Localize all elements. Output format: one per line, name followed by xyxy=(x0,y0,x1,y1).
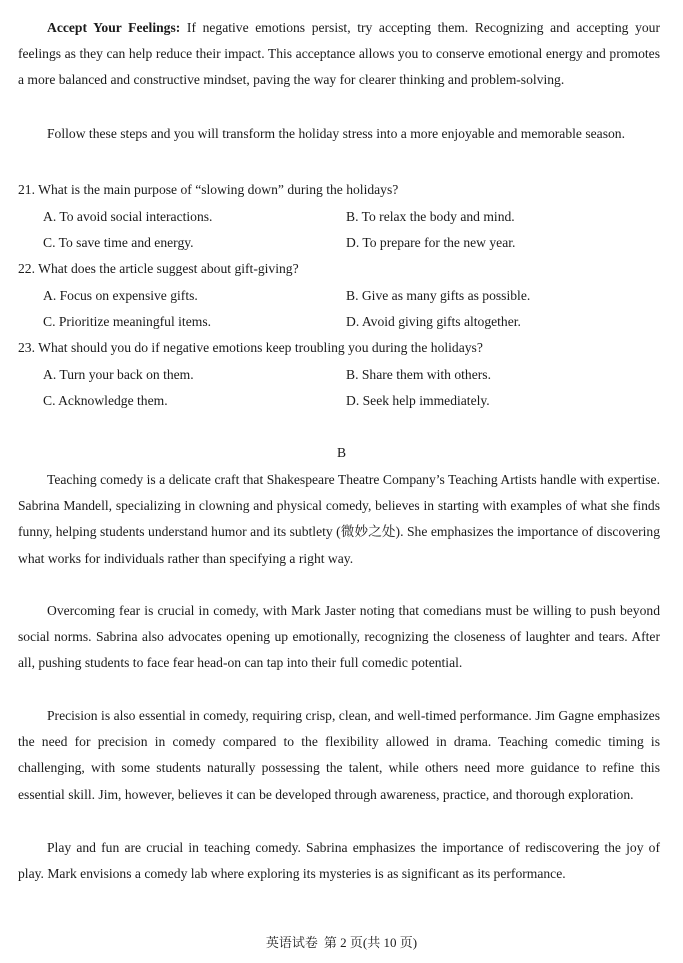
passage-a-paragraph-1 xyxy=(18,15,660,94)
question-21-option-c: C. To save time and energy. xyxy=(43,235,194,250)
question-22: 22. What does the article suggest about gift-giving? xyxy=(18,261,299,276)
question-22-option-a: A. Focus on expensive gifts. xyxy=(43,288,198,303)
question-21-option-d: D. To prepare for the new year. xyxy=(346,235,516,250)
question-22-option-d: D. Avoid giving gifts altogether. xyxy=(346,314,521,329)
footer-page-number: 第 2 页 xyxy=(323,935,363,950)
page-footer xyxy=(0,934,683,952)
paragraph-heading: Accept Your Feelings: xyxy=(47,20,181,35)
section-b-label: B xyxy=(336,445,347,460)
question-21-option-b: B. To relax the body and mind. xyxy=(346,209,515,224)
question-23-option-b: B. Share them with others. xyxy=(346,367,491,382)
question-22-option-b: B. Give as many gifts as possible. xyxy=(346,288,531,303)
question-23-option-c: C. Acknowledge them. xyxy=(43,393,168,408)
footer-total-pages: (共 10 页) xyxy=(362,935,418,950)
passage-b-paragraph-3: Precision is also essential in comedy, requiring crisp, clean, and well-timed performance. Jim Gagne emphasizes the need for precision in comedy compared to the flexibility allowed in drama. Teaching comedic timing is challenging, with some students naturally possessing the talent, while others need more guidance to refine this essential skill. Jim, however, believes it can be developed through awareness, practice, and thorough exploration. xyxy=(18,708,660,802)
question-21-option-a: A. To avoid social interactions. xyxy=(43,209,213,224)
question-23-option-d: D. Seek help immediately. xyxy=(346,393,490,408)
question-22-option-c: C. Prioritize meaningful items. xyxy=(43,314,212,329)
passage-b-paragraph-4: Play and fun are crucial in teaching comedy. Sabrina emphasizes the importance of rediscovering the joy of play. Mark envisions a comedy lab where exploring its mysteries is as significant as its performance. xyxy=(18,840,660,882)
paragraph-body: If negative emotions persist, try accepting them. Recognizing and accepting your feelings as they can help reduce their impact. This acceptance allows you to conserve emotional energy and promotes a more balanced and constructive mindset, paving the way for clearer thinking and problem-solving. xyxy=(18,20,660,88)
question-23: 23. What should you do if negative emotions keep troubling you during the holidays? xyxy=(18,340,483,355)
footer-subject: 英语试卷 xyxy=(265,935,318,950)
question-21: 21. What is the main purpose of “slowing down” during the holidays? xyxy=(18,182,399,197)
passage-a-paragraph-2: Follow these steps and you will transform the holiday stress into a more enjoyable and memorable season. xyxy=(47,126,625,141)
question-23-option-a: A. Turn your back on them. xyxy=(43,367,194,382)
passage-b-paragraph-2: Overcoming fear is crucial in comedy, with Mark Jaster noting that comedians must be willing to push beyond social norms. Sabrina also advocates opening up emotionally, recognizing the closeness of laughter and tears. After all, pushing students to face fear head-on can tap into their full comedic potential. xyxy=(18,603,660,671)
passage-b-paragraph-1: Teaching comedy is a delicate craft that Shakespeare Theatre Company’s Teaching Artists handle with expertise. Sabrina Mandell, specializing in clowning and physical comedy, believes in starting with examples of what she finds funny, helping students understand humor and its subtlety (微妙之处). She emphasizes the importance of discovering what works for individuals rather than specifying a right way. xyxy=(18,472,660,566)
